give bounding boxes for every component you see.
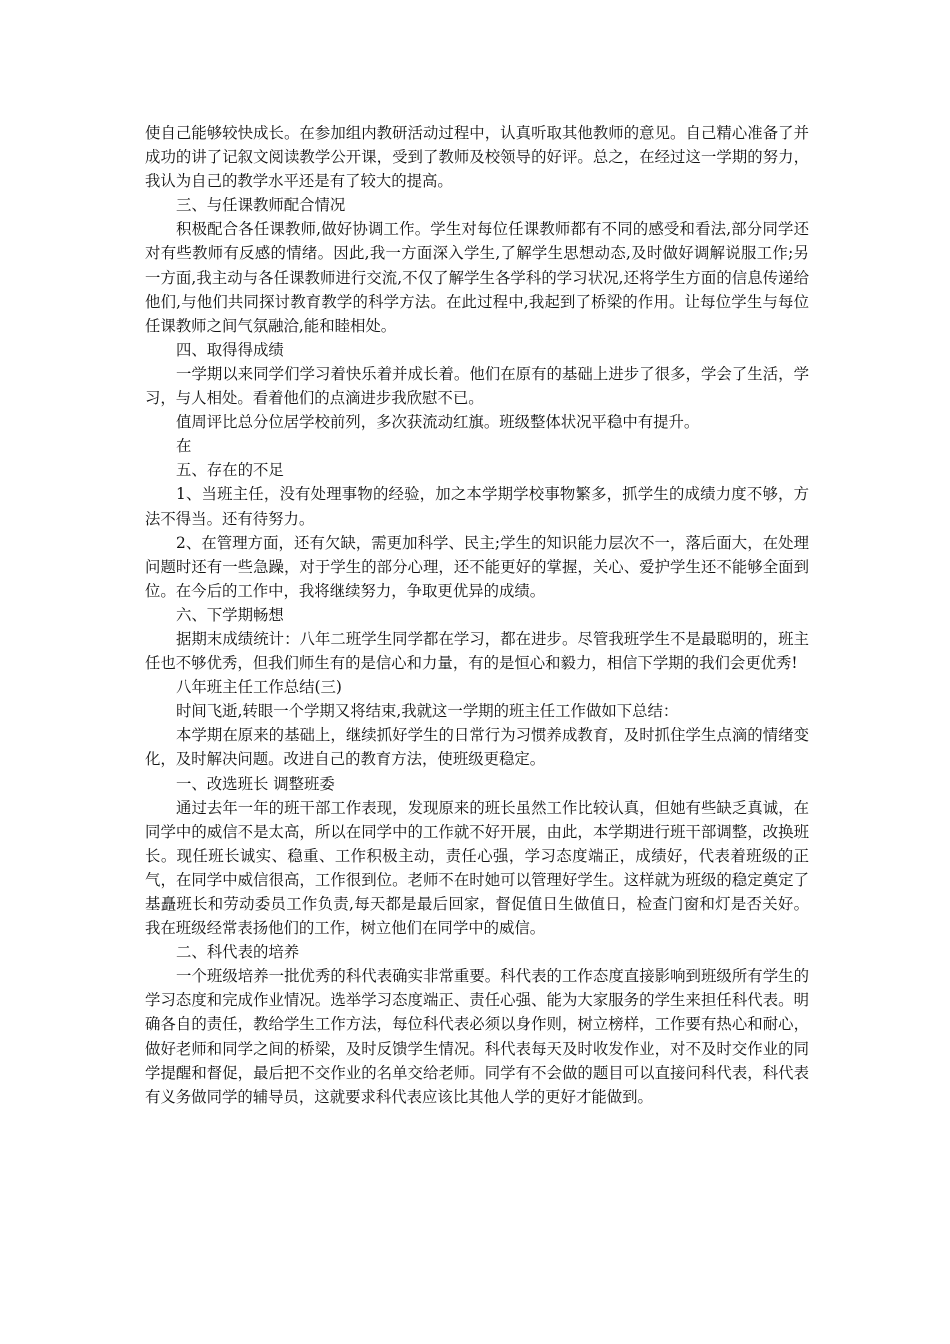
paragraph: 在 [176,437,192,456]
paragraph: 2、在管理方面，还有欠缺，需更加科学、民主;学生的知识能力层次不一，落后面大，在处理问题时还有一些急躁，对于学生的部分心理，还不能更好的掌握，关心、爱护学生还不能够全面到位。在今后的工作中，我将继续努力，争取更优异的成绩。 [145,533,809,600]
document-page [145,121,809,1109]
section-heading: 三、与任课教师配合情况 [176,196,346,215]
paragraph: 积极配合各任课教师,做好协调工作。学生对每位任课教师都有不同的感受和看法,部分同学还对有些教师有反感的情绪。因此,我一方面深入学生,了解学生思想动态,及时做好调解说服工作;另一方面,我主动与各任课教师进行交流,不仅了解学生各学科的学习状况,还将学生方面的信息传递给他们,与他们共同探讨教育教学的科学方法。在此过程中,我起到了桥梁的作用。让每位学生与每位任课教师之间气氛融洽,能和睦相处。 [145,220,809,335]
paragraph: 使自己能够较快成长。在参加组内教研活动过程中，认真听取其他教师的意见。自己精心准备了并成功的讲了记叙文阅读教学公开课，受到了教师及校领导的好评。总之，在经过这一学期的努力，我认为自己的教学水平还是有了较大的提高。 [145,124,809,191]
paragraph: 一个班级培养一批优秀的科代表确实非常重要。科代表的工作态度直接影响到班级所有学生的学习态度和完成作业情况。选举学习态度端正、责任心强、能为大家服务的学生来担任科代表。明确各自的责任，教给学生工作方法，每位科代表必须以身作则，树立榜样，工作要有热心和耐心，做好老师和同学之间的桥梁，及时反馈学生情况。科代表每天及时收发作业，对不及时交作业的同学提醒和督促，最后把不交作业的名单交给老师。同学有不会做的题目可以直接问科代表，科代表有义务做同学的辅导员，这就要求科代表应该比其他人学的更好才能做到。 [145,967,809,1106]
paragraph: 值周评比总分位居学校前列，多次获流动红旗。班级整体状况平稳中有提升。 [176,413,700,432]
paragraph: 本学期在原来的基础上，继续抓好学生的日常行为习惯养成教育，及时抓住学生点滴的情绪变化，及时解决问题。改进自己的教育方法，使班级更稳定。 [145,726,809,769]
paragraph: 据期末成绩统计：八年二班学生同学都在学习，都在进步。尽管我班学生不是最聪明的，班主任也不够优秀，但我们师生有的是信心和力量，有的是恒心和毅力，相信下学期的我们会更优秀! [145,629,809,673]
section-heading: 二、科代表的培养 [176,943,300,962]
section-heading: 一、改选班长 调整班委 [176,774,335,793]
document-title: 八年班主任工作总结(三) [176,678,342,697]
section-heading: 六、下学期畅想 [176,605,284,624]
paragraph: 1、当班主任，没有处理事物的经验，加之本学期学校事物繁多，抓学生的成绩力度不够，方法不得当。还有待努力。 [145,485,809,528]
section-heading: 五、存在的不足 [176,461,284,480]
paragraph: 通过去年一年的班干部工作表现，发现原来的班长虽然工作比较认真，但她有些缺乏真诚，在同学中的威信不是太高，所以在同学中的工作就不好开展，由此，本学期进行班干部调整，改换班长。现任班长诚实、稳重、工作积极主动，责任心强，学习态度端正，成绩好，代表着班级的正气，在同学中威信很高，工作很到位。老师不在时她可以管理好学生。这样就为班级的稳定奠定了基矗班长和劳动委员工作负责,每天都是最后回家，督促值日生做值日，检查门窗和灯是否关好。我在班级经常表扬他们的工作，树立他们在同学中的威信。 [145,798,809,938]
paragraph: 时间飞逝,转眼一个学期又将结束,我就这一学期的班主任工作做如下总结： [176,702,679,721]
paragraph: 一学期以来同学们学习着快乐着并成长着。他们在原有的基础上进步了很多，学会了生活，学习，与人相处。看着他们的点滴进步我欣慰不已。 [145,364,809,408]
section-heading: 四、取得得成绩 [176,340,284,359]
